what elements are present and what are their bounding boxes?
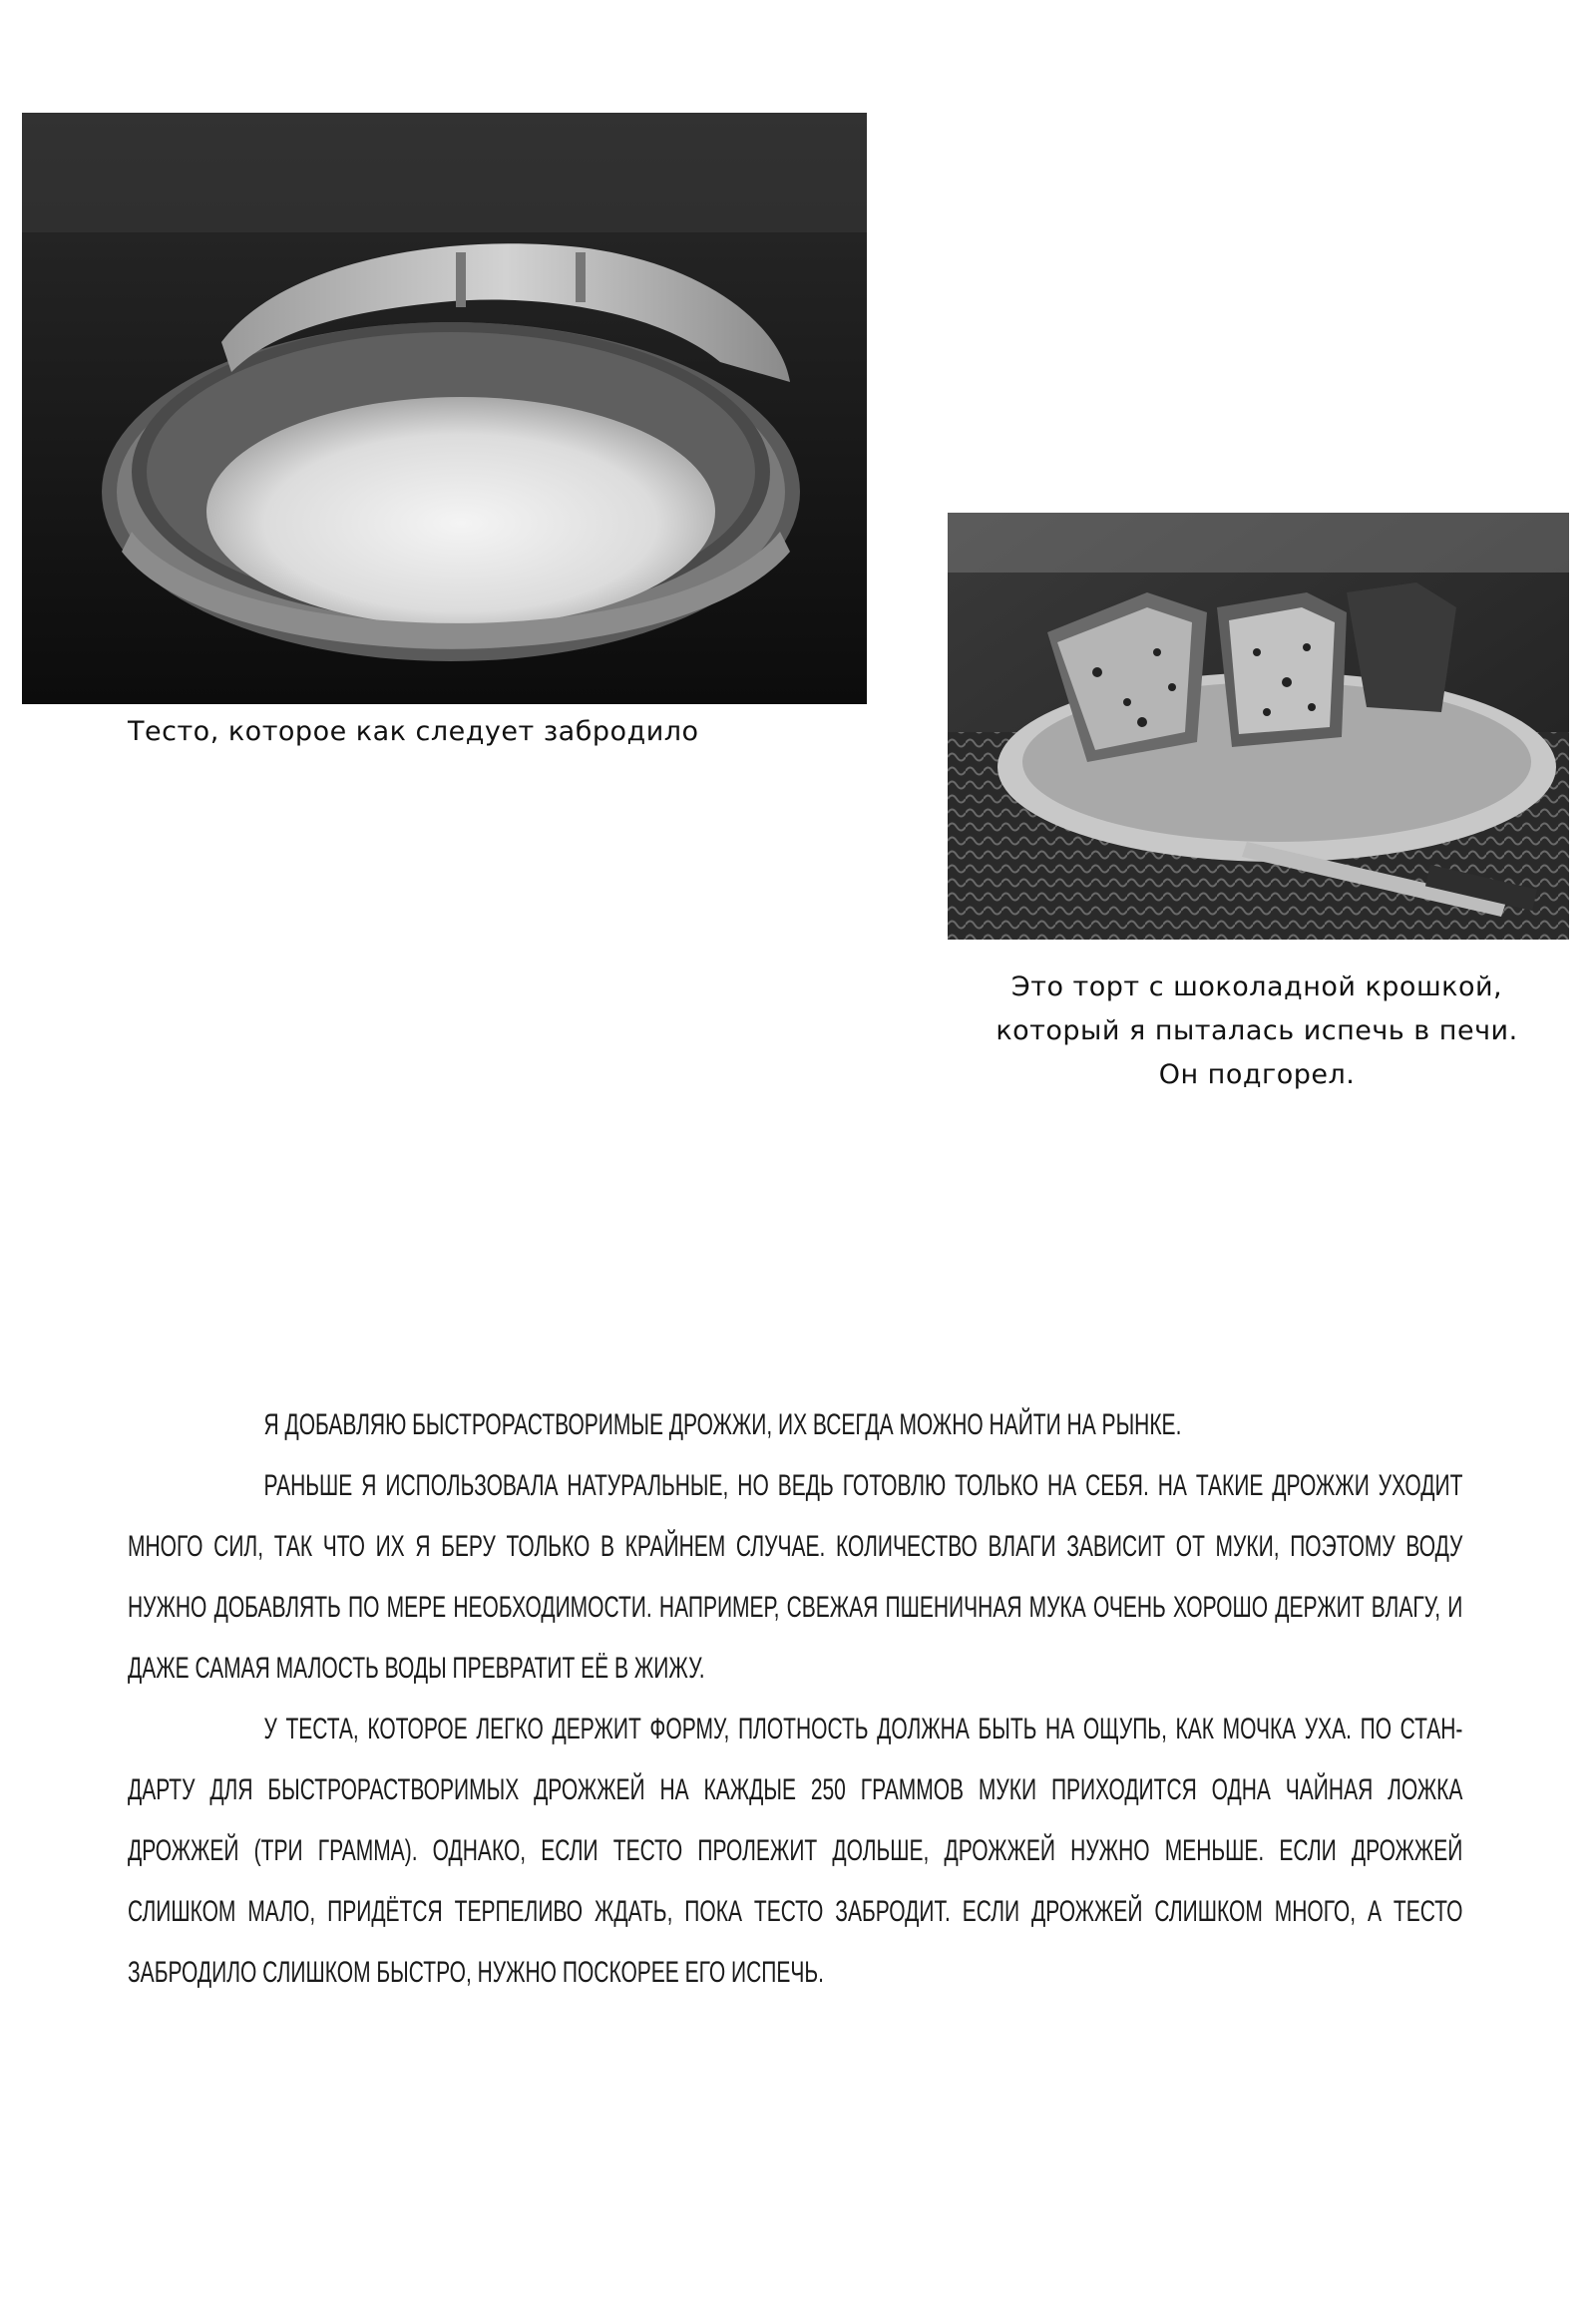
cake-image <box>948 513 1569 940</box>
article-body <box>128 1394 1462 2003</box>
paragraph-3: У ТЕСТА, КОТОРОЕ ЛЕГКО ДЕРЖИТ ФОРМУ, ПЛОТНОСТЬ ДОЛЖНА БЫТЬ НА ОЩУПЬ, КАК МОЧКА УХА. ПО СТАН-ДАРТУ ДЛЯ БЫСТРОРАСТВОРИМЫХ ДРОЖЖЕЙ НА КАЖДЫЕ 250 ГРАММОВ МУКИ ПРИХОДИТСЯ ОДНА ЧАЙНАЯ ЛОЖКА ДРОЖЖЕЙ (ТРИ ГРАММА). ОДНАКО, ЕСЛИ ТЕСТО ПРОЛЕЖИТ ДОЛЬШЕ, ДРОЖЖЕЙ НУЖНО МЕНЬШЕ. ЕСЛИ ДРОЖЖЕЙ СЛИШКОМ МАЛО, ПРИДЁТСЯ ТЕРПЕЛИВО ЖДАТЬ, ПОКА ТЕСТО ЗАБРОДИТ. ЕСЛИ ДРОЖЖЕЙ СЛИШКОМ МНОГО, А ТЕСТО ЗАБРОДИЛО СЛИШКОМ БЫСТРО, НУЖНО ПОСКОРЕЕ ЕГО ИСПЕЧЬ. <box>128 1713 1463 1989</box>
cake-caption-line-1: Это торт с шоколадной крошкой, <box>1010 971 1503 1002</box>
cake-photo <box>948 513 1569 940</box>
cake-photo-caption <box>938 965 1576 1097</box>
paragraph-1: Я ДОБАВЛЯЮ БЫСТРОРАСТВОРИМЫЕ ДРОЖЖИ, ИХ ВСЕГДА МОЖНО НАЙТИ НА РЫНКЕ. <box>263 1408 1182 1441</box>
dough-bowl-photo <box>22 113 867 704</box>
cake-caption-line-3: Он подгорел. <box>1158 1059 1356 1090</box>
paragraph-2: РАНЬШЕ Я ИСПОЛЬЗОВАЛА НАТУРАЛЬНЫЕ, НО ВЕДЬ ГОТОВЛЮ ТОЛЬКО НА СЕБЯ. НА ТАКИЕ ДРОЖЖИ УХОДИТ МНОГО СИЛ, ТАК ЧТО ИХ Я БЕРУ ТОЛЬКО В КРАЙНЕМ СЛУЧАЕ. КОЛИЧЕСТВО ВЛАГИ ЗАВИСИТ ОТ МУКИ, ПОЭТОМУ ВОДУ НУЖНО ДОБАВЛЯТЬ ПО МЕРЕ НЕОБХОДИМОСТИ. НАПРИМЕР, СВЕЖАЯ ПШЕНИЧНАЯ МУКА ОЧЕНЬ ХОРОШО ДЕРЖИТ ВЛАГУ, И ДАЖЕ САМАЯ МАЛОСТЬ ВОДЫ ПРЕВРАТИТ ЕЁ В ЖИЖУ. <box>128 1469 1463 1685</box>
dough-photo-caption: Тесто, которое как следует забродило <box>128 716 699 747</box>
cake-caption-line-2: который я пыталась испечь в печи. <box>996 1015 1518 1046</box>
dough-bowl-image <box>22 113 867 704</box>
